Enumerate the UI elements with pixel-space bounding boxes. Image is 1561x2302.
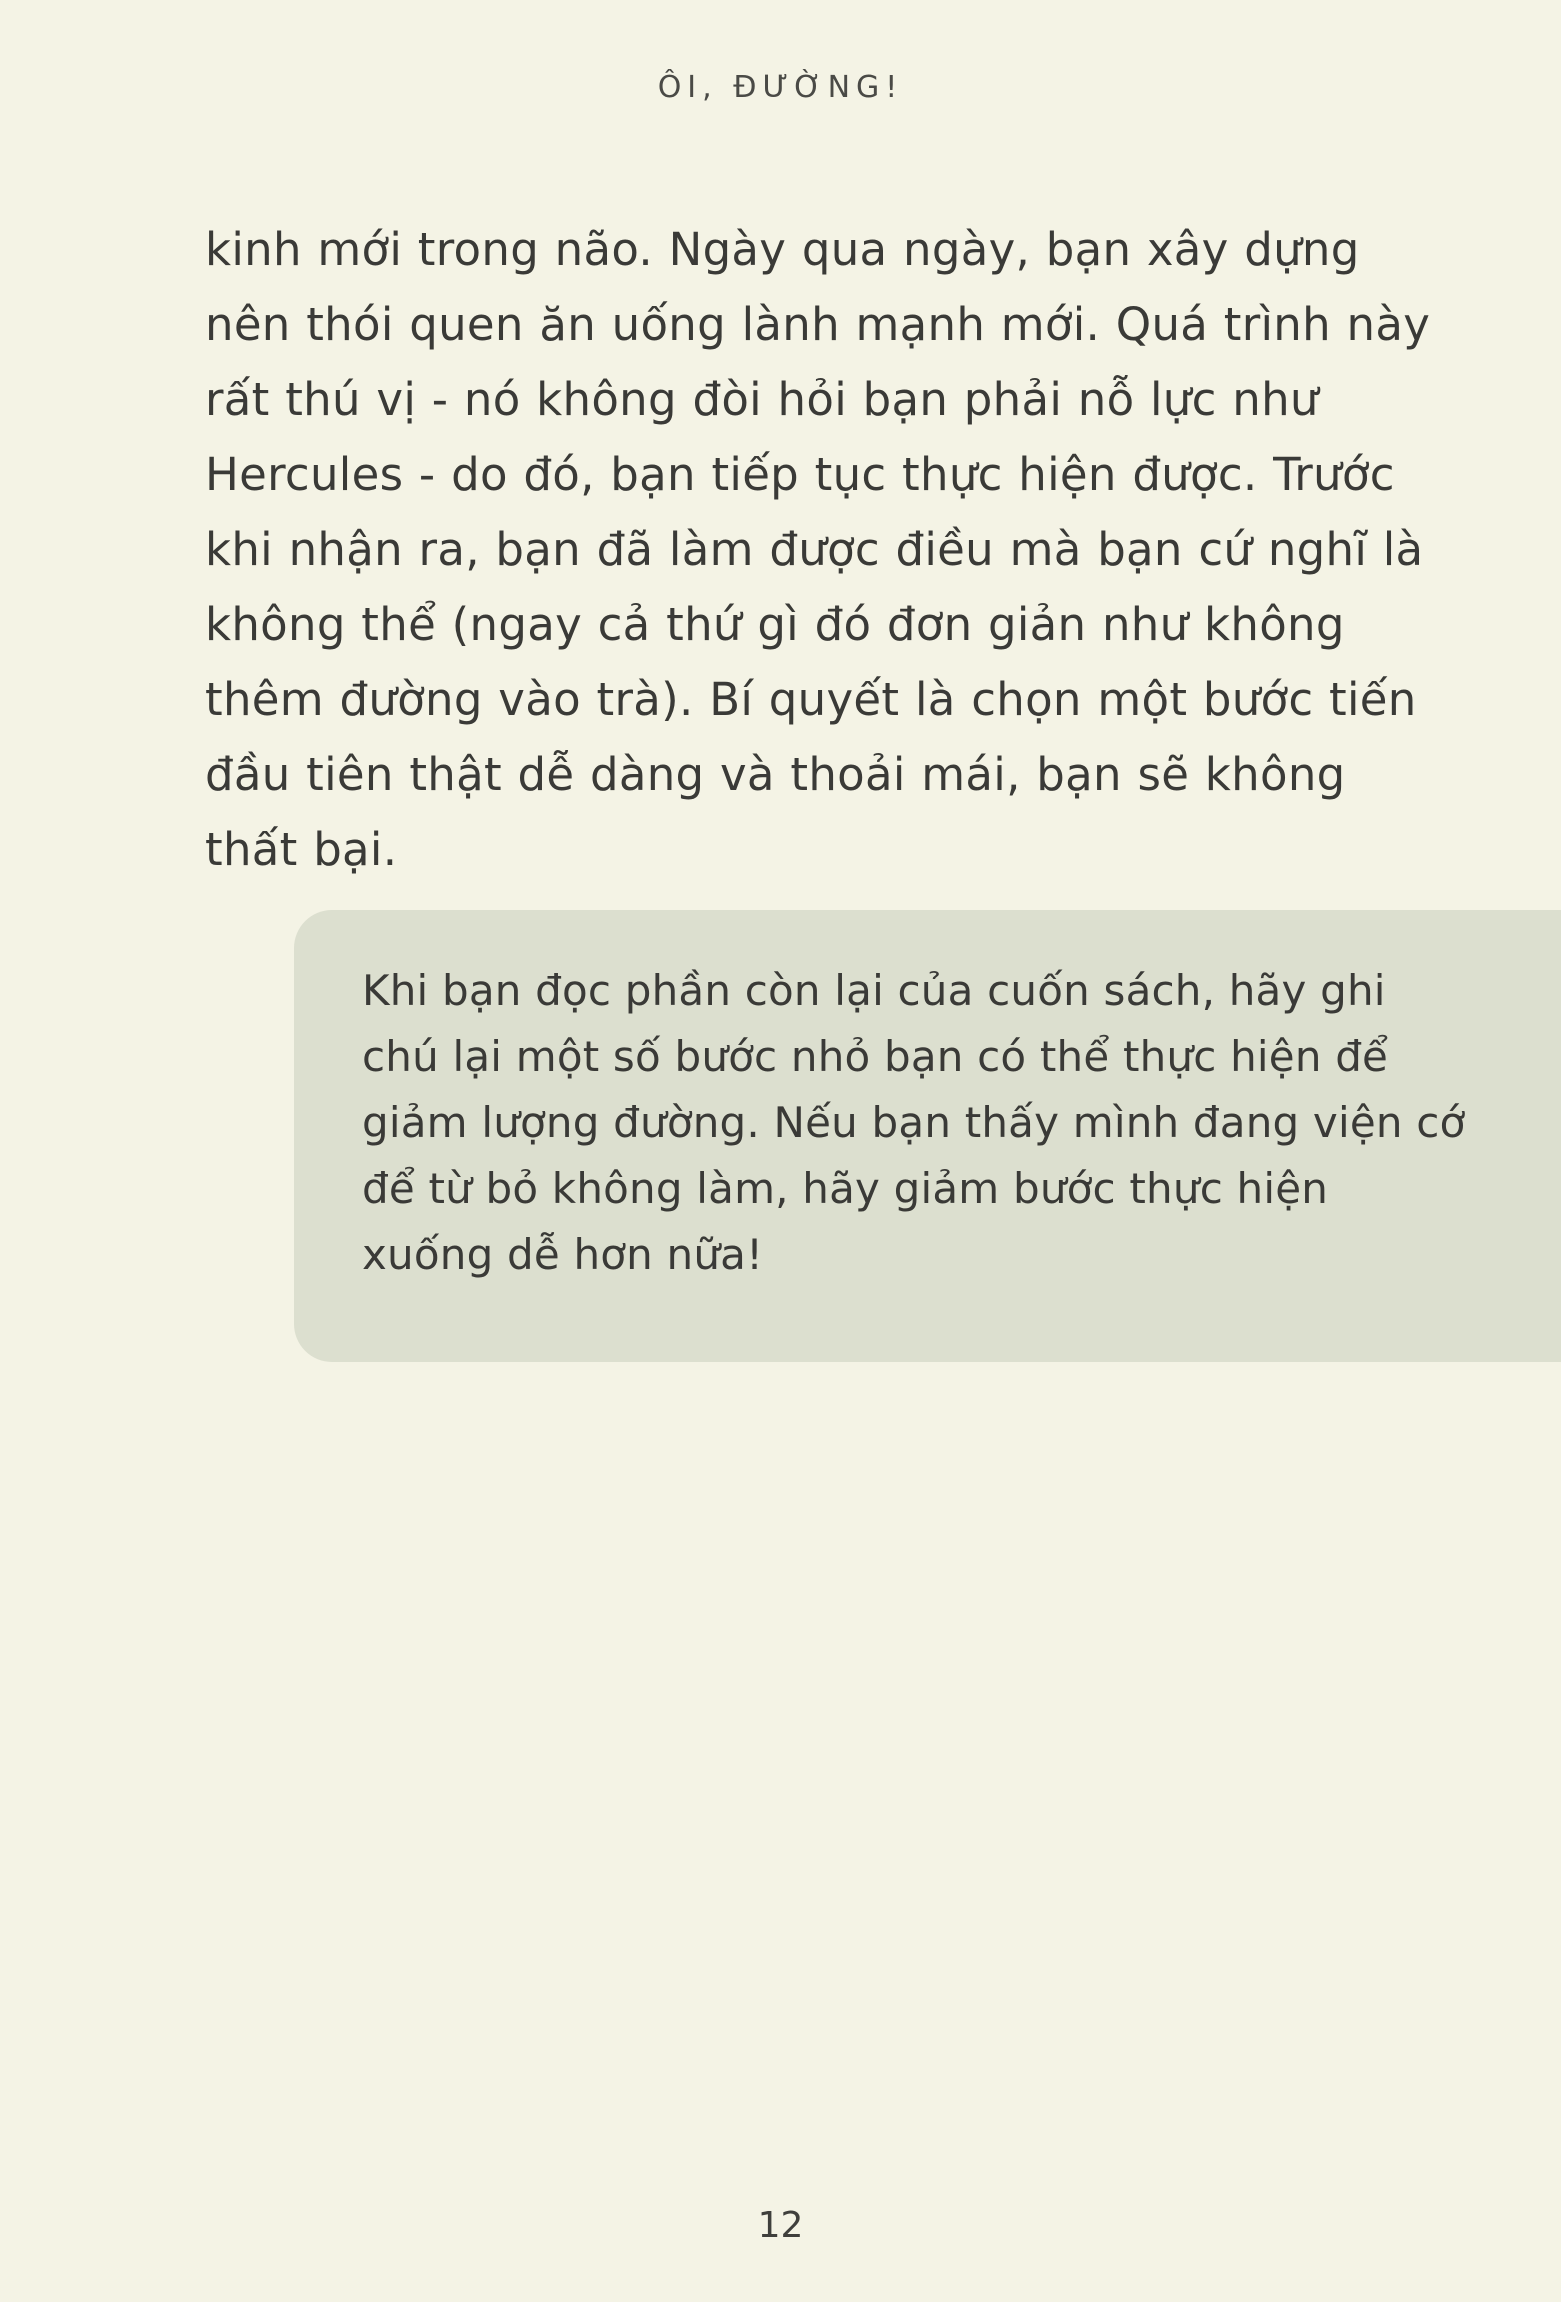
- body-paragraph: kinh mới trong não. Ngày qua ngày, bạn xây dựng nên thói quen ăn uống lành mạnh mới. Quá trình này rất thú vị - nó không đòi hỏi bạn phải nỗ lực như Hercules - do đó, bạn tiếp tục thực hiện được. Trước khi nhận ra, bạn đã làm được điều mà bạn cứ nghĩ là không thể (ngay cả thứ gì đó đơn giản như không thêm đường vào trà). Bí quyết là chọn một bước tiến đầu tiên thật dễ dàng và thoải mái, bạn sẽ không thất bại.: [205, 223, 1431, 876]
- page-number: 12: [757, 2205, 804, 2246]
- running-header-title: ÔI, ĐƯỜNG!: [657, 70, 904, 105]
- tip-callout-text: Khi bạn đọc phần còn lại của cuốn sách, hãy ghi chú lại một số bước nhỏ bạn có thể thực hiện để giảm lượng đường. Nếu bạn thấy mình đang viện cớ để từ bỏ không làm, hãy giảm bước thực hiện xuống dễ hơn nữa!: [362, 966, 1466, 1279]
